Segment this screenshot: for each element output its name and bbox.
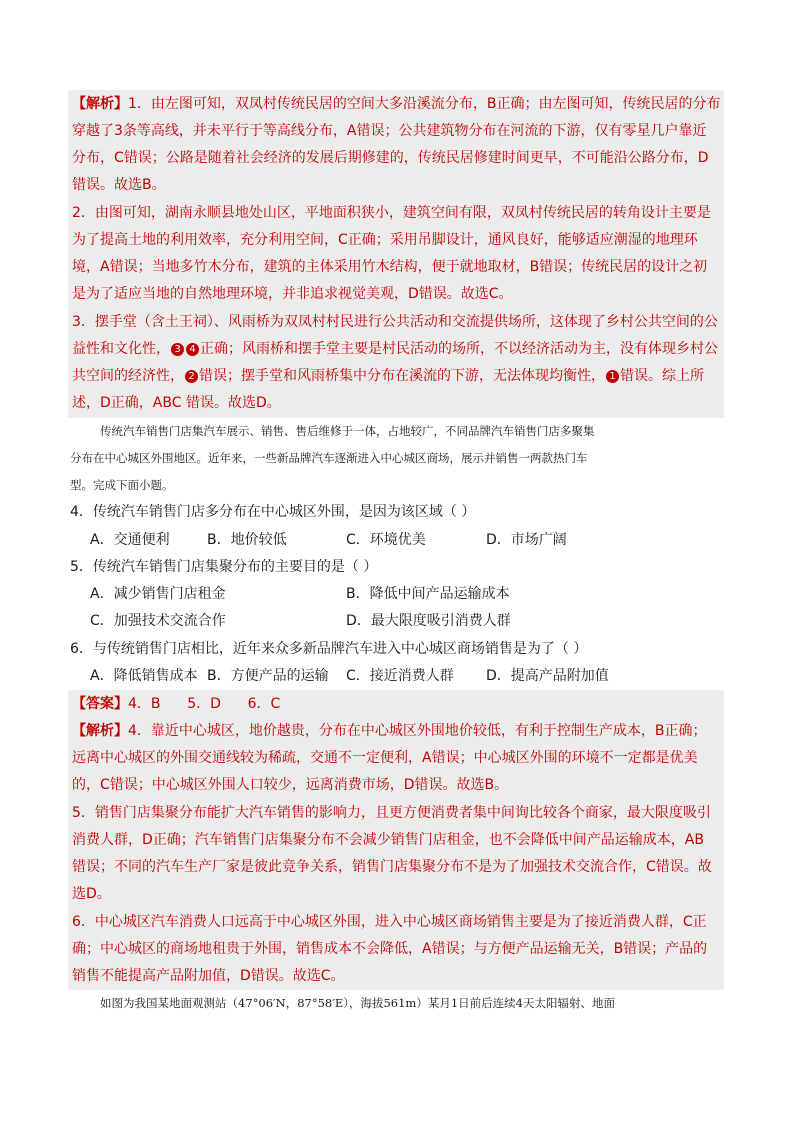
analysis-line: 是为了适应当地的自然地理环境，并非追求视觉美观，D错误。故选C。 bbox=[72, 286, 513, 302]
analysis-tag: 【解析】 bbox=[72, 723, 128, 739]
analysis-line: 述，D正确，ABC 错误。故选D。 bbox=[72, 395, 281, 411]
circled-number: 4 bbox=[186, 343, 199, 356]
analysis-line: 错误；不同的汽车生产厂家是彼此竞争关系，销售门店集聚分布不是为了加强技术交流合作，C错误。故 bbox=[72, 859, 712, 875]
analysis-tag: 【解析】 bbox=[72, 96, 128, 112]
answer-text: 4．B 5．D 6．C bbox=[128, 696, 281, 712]
analysis-line: 确；中心城区的商场地租贵于外围，销售成本不会降低，A错误；与方便产品运输无关，B错误；产品的 bbox=[72, 941, 708, 957]
analysis-line: 穿越了3条等高线，并未平行于等高线分布，A错误；公共建筑物分布在河流的下游，仅有零星几户靠近 bbox=[72, 123, 707, 139]
q6-option-a: A．降低销售成本 bbox=[90, 668, 198, 684]
circled-number: 3 bbox=[171, 343, 184, 356]
circled-number: 1 bbox=[606, 370, 619, 383]
question-4-stem: 4．传统汽车销售门店多分布在中心城区外围，是因为该区域（ ） bbox=[70, 504, 476, 520]
q5-option-c: C．加强技术交流合作 bbox=[90, 613, 226, 629]
q5-option-d: D．最大限度吸引消费人群 bbox=[346, 613, 511, 629]
analysis-line: 远离中心城区的外围交通线较为稀疏，交通不一定便利，A错误；中心城区外围的环境不一定都是优美 bbox=[72, 750, 698, 766]
question-6-stem: 6．与传统销售门店相比，近年来众多新品牌汽车进入中心城区商场销售是为了（ ） bbox=[70, 641, 588, 657]
analysis-line: 的，C错误；中心城区外围人口较少，远离消费市场，D错误。故选B。 bbox=[72, 777, 509, 793]
analysis-line: 错误。故选B。 bbox=[72, 177, 166, 193]
passage-line: 型。完成下面小题。 bbox=[70, 478, 174, 492]
analysis-line: 3．摆手堂（含土王祠）、风雨桥为双凤村村民进行公共活动和交流提供场所，这体现了乡村公共空间的公 bbox=[72, 314, 718, 330]
q4-option-c: C．环境优美 bbox=[346, 532, 426, 548]
analysis-block-1 bbox=[68, 90, 724, 418]
analysis-line: 【解析】1．由左图可知，双凤村传统民居的空间大多沿溪流分布，B正确；由左图可知，传统民居的分布 bbox=[72, 96, 721, 112]
analysis-line: 6．中心城区汽车消费人口远高于中心城区外围，进入中心城区商场销售主要是为了接近消费人群，C正 bbox=[72, 914, 707, 930]
analysis-line: 【解析】4．靠近中心城区，地价越贵，分布在中心城区外围地价较低，有利于控制生产成本，B正确； bbox=[72, 723, 707, 739]
answer-line bbox=[72, 694, 280, 714]
analysis-line: 选D。 bbox=[72, 886, 111, 902]
passage-line: 传统汽车销售门店集汽车展示、销售、售后维修于一体，占地较广，不同品牌汽车销售门店多聚集 bbox=[100, 424, 595, 438]
q5-option-a: A．减少销售门店租金 bbox=[90, 586, 226, 602]
analysis-line: 5．销售门店集聚分布能扩大汽车销售的影响力，且更方便消费者集中间询比较各个商家，最大限度吸引 bbox=[72, 805, 711, 821]
circled-number: 2 bbox=[185, 370, 198, 383]
analysis-line: 共空间的经济性， 2 错误；摆手堂和风雨桥集中分布在溪流的下游，无法体现均衡性， 1 错误。综上所 bbox=[72, 368, 704, 384]
q4-option-d: D．市场广阔 bbox=[486, 532, 567, 548]
analysis-line: 分布，C错误；公路是随着社会经济的发展后期修建的，传统民居修建时间更早，不可能沿公路分布，D bbox=[72, 150, 709, 166]
q5-option-b: B．降低中间产品运输成本 bbox=[346, 586, 510, 602]
question-5-stem: 5．传统汽车销售门店集聚分布的主要目的是（ ） bbox=[70, 559, 378, 575]
analysis-line: 消费人群，D正确；汽车销售门店集聚分布不会减少销售门店租金，也不会降低中间产品运输成本，AB bbox=[72, 832, 704, 848]
passage-line: 如图为我国某地面观测站（47°06′N，87°58′E），海拔561m）某月1日前后连续4天太阳辐射、地面 bbox=[100, 996, 615, 1010]
analysis-line: 销售不能提高产品附加值，D错误。故选C。 bbox=[72, 968, 345, 984]
q6-option-b: B．方便产品的运输 bbox=[207, 668, 329, 684]
analysis-block-2 bbox=[68, 690, 724, 990]
answer-tag: 【答案】 bbox=[72, 696, 128, 712]
analysis-line: 益性和文化性， 3 4 正确；风雨桥和摆手堂主要是村民活动的场所，不以经济活动为主，没有体现乡村公 bbox=[72, 341, 718, 357]
analysis-line: 2．由图可知，湖南永顺县地处山区，平地面积狭小，建筑空间有限，双凤村传统民居的转角设计主要是 bbox=[72, 205, 711, 221]
analysis-line: 境，A错误；当地多竹木分布，建筑的主体采用竹木结构，便于就地取材，B错误；传统民居的设计之初 bbox=[72, 259, 708, 275]
q6-option-c: C．接近消费人群 bbox=[346, 668, 454, 684]
passage-line: 分布在中心城区外围地区。近年来，一些新品牌汽车逐渐进入中心城区商场，展示并销售一两款热门车 bbox=[70, 451, 588, 465]
q6-option-d: D．提高产品附加值 bbox=[486, 668, 609, 684]
analysis-line: 为了提高土地的利用效率，充分利用空间，C正确；采用吊脚设计，通风良好，能够适应潮湿的地理环 bbox=[72, 232, 698, 248]
q4-option-a: A．交通便利 bbox=[90, 532, 170, 548]
q4-option-b: B．地价较低 bbox=[207, 532, 287, 548]
